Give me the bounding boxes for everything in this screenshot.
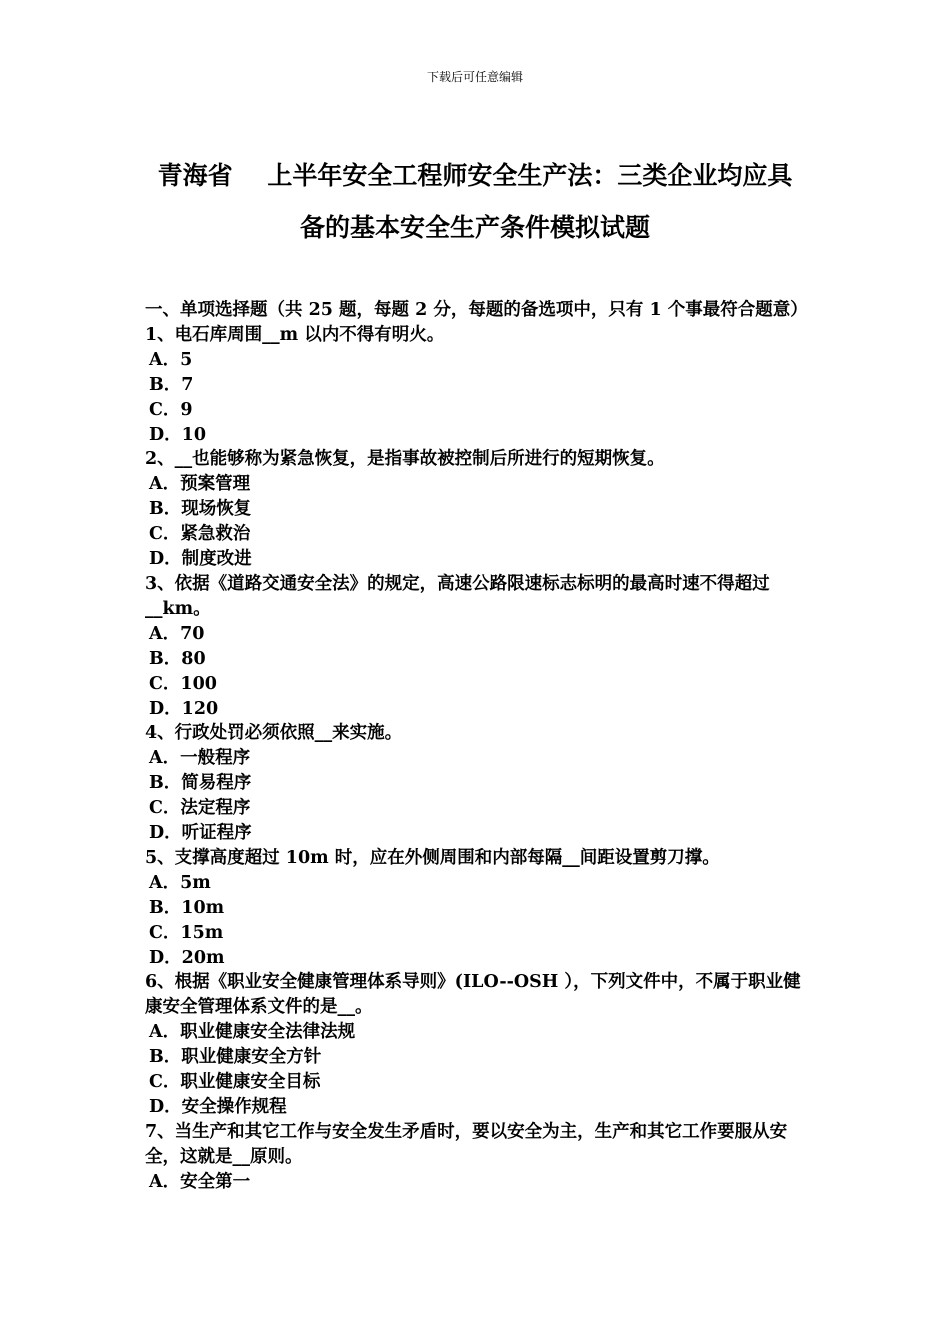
question-stem: 7、当生产和其它工作与安全发生矛盾时，要以安全为主，生产和其它工作要服从安全，这就是__原则。 bbox=[145, 1121, 788, 1167]
option-b: B．10m bbox=[149, 897, 225, 918]
question-stem: 5、支撑高度超过 10m 时，应在外侧周围和内部每隔__间距设置剪刀撑。 bbox=[145, 847, 720, 868]
option-c: C．100 bbox=[149, 673, 217, 694]
title-line-2: 备的基本安全生产条件模拟试题 bbox=[299, 213, 650, 242]
option-c: C．职业健康安全目标 bbox=[149, 1072, 321, 1093]
section-heading: 一、单项选择题（共 25 题，每题 2 分，每题的备选项中，只有 1 个事最符合题意） bbox=[145, 300, 808, 320]
option-d: D．20m bbox=[149, 947, 225, 968]
option-d: D．120 bbox=[149, 698, 219, 719]
option-b: B．现场恢复 bbox=[149, 499, 252, 520]
option-b: B．80 bbox=[149, 648, 206, 669]
question-list bbox=[145, 298, 810, 1195]
question-stem: 4、行政处罚必须依照__来实施。 bbox=[145, 723, 403, 744]
option-a: A．70 bbox=[149, 623, 205, 644]
option-c: C．法定程序 bbox=[149, 798, 251, 819]
question-stem: 6、根据《职业安全健康管理体系导则》(ILO--OSH ），下列文件中，不属于职业健康安全管理体系文件的是__。 bbox=[145, 972, 801, 1018]
option-d: D．制度改进 bbox=[149, 549, 252, 570]
option-b: B．简易程序 bbox=[149, 773, 252, 794]
option-a: A．一般程序 bbox=[149, 748, 251, 769]
option-d: D．听证程序 bbox=[149, 823, 252, 844]
option-a: A．职业健康安全法律法规 bbox=[149, 1022, 356, 1043]
option-b: B．职业健康安全方针 bbox=[149, 1047, 322, 1068]
title-line-1: 青海省 上半年安全工程师安全生产法：三类企业均应具 bbox=[157, 161, 793, 190]
option-d: D．安全操作规程 bbox=[149, 1097, 287, 1117]
option-a: A．预案管理 bbox=[149, 474, 251, 495]
document-title bbox=[100, 150, 850, 254]
option-a: A．5 bbox=[149, 349, 193, 370]
option-a: A．安全第一 bbox=[149, 1171, 251, 1192]
question-stem: 2、__也能够称为紧急恢复，是指事故被控制后所进行的短期恢复。 bbox=[145, 449, 665, 470]
question-stem: 1、电石库周围__m 以内不得有明火。 bbox=[145, 324, 445, 345]
option-b: B．7 bbox=[149, 374, 194, 395]
option-a: A．5m bbox=[149, 872, 211, 893]
option-c: C．15m bbox=[149, 922, 224, 943]
header-note: 下载后可任意编辑 bbox=[426, 70, 523, 84]
question-stem: 3、依据《道路交通安全法》的规定，高速公路限速标志标明的最高时速不得超过__km。 bbox=[145, 573, 770, 619]
option-c: C．紧急救治 bbox=[149, 524, 251, 545]
option-c: C．9 bbox=[149, 399, 193, 420]
option-d: D．10 bbox=[149, 424, 207, 445]
